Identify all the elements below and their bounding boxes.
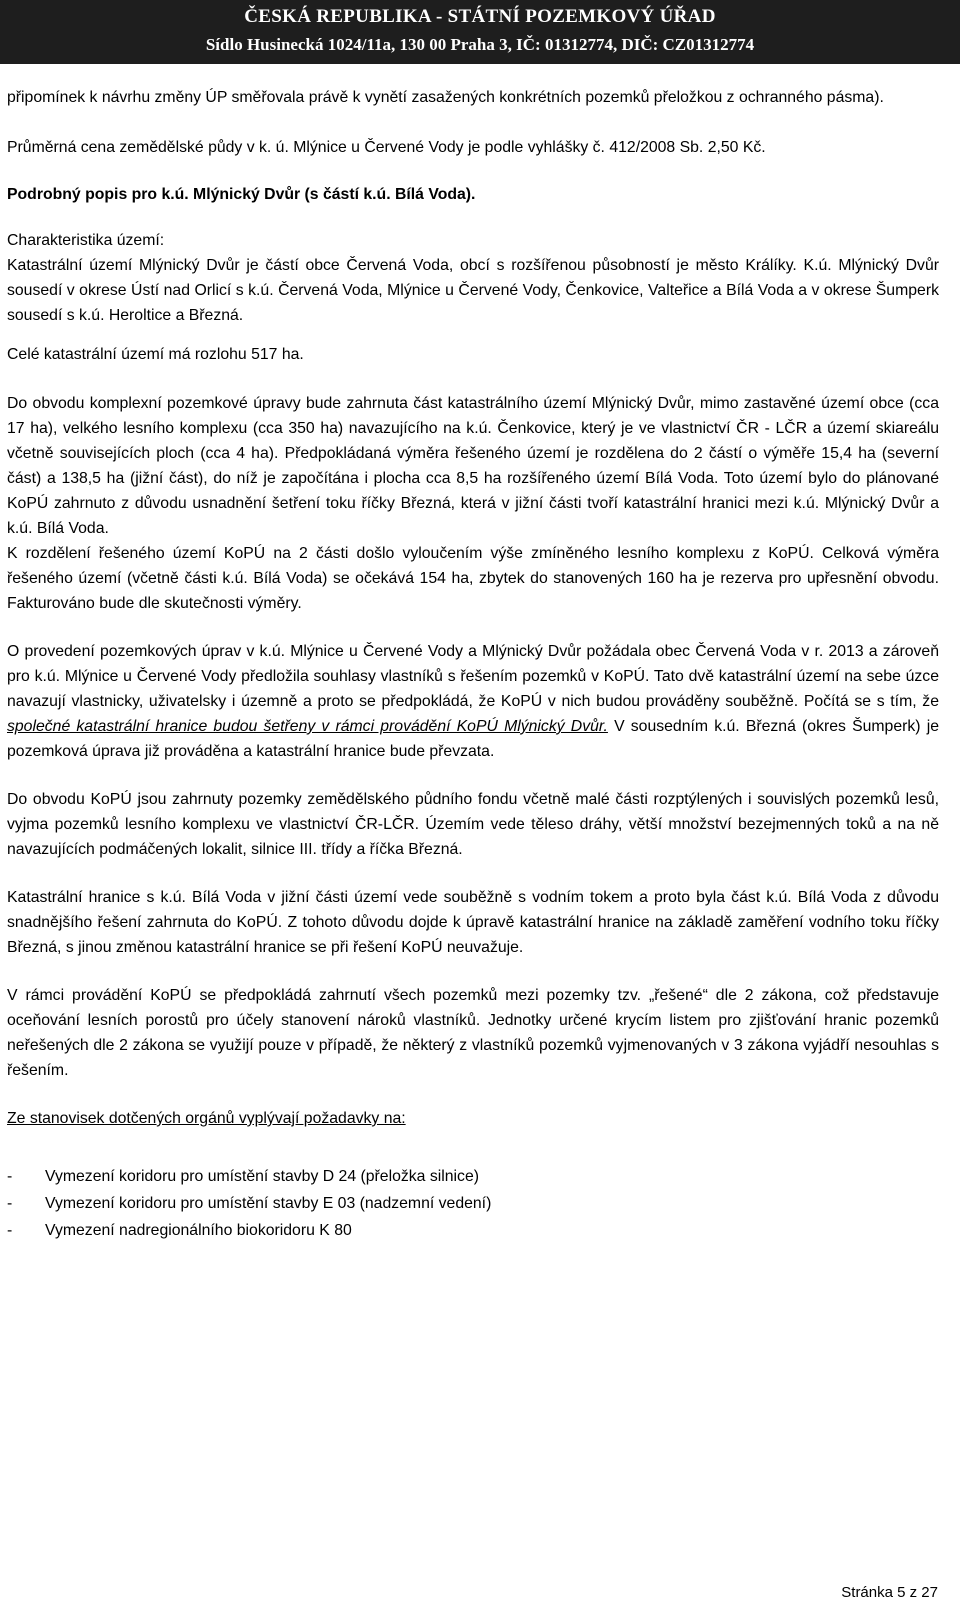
paragraph-hranice: Katastrální hranice s k.ú. Bílá Voda v jižní části území vede souběžně s vodním tokem a proto byla část k.ú. Bílá Voda z důvodu snadnějšího řešení zahrnuta do KoPÚ. Z tohoto důvodu dojde k úpravě katastrální hranice na základě zaměření vodního toku říčky Březná, s jinou změnou katastrální hranice se při řešení KoPÚ neuvažuje. bbox=[7, 889, 939, 956]
paragraph-rozdeleni: K rozdělení řešeného území KoPÚ na 2 části došlo vyloučením výše zmíněného lesního komplexu z KoPÚ. Celková výměra řešeného území (včetně části k.ú. Bílá Voda) se očekává 154 ha, zbytek do stanovených 160 ha je rezerva pro upřesnění obvodu. Fakturováno bude dle skutečnosti výměry. bbox=[7, 545, 939, 612]
paragraph-provedeni bbox=[7, 639, 939, 764]
paragraph-obvod: Do obvodu komplexní pozemkové úpravy bude zahrnuta část katastrálního území Mlýnický Dvůr, mimo zastavěné území obce (cca 17 ha), velkého lesního komplexu (cca 350 ha) navazujícího na k.ú. Čenkovice, který je ve vlastnictví ČR - LČR a území skiareálu včetně souvisejících ploch (cca 4 ha). Předpokládaná výměra řešeného území je rozdělena do 2 částí o výměře 15,4 ha (severní část) a 138,5 ha (jižní část), do níž je započítána i plocha cca 8,5 ha rozšířeného území Bílá Voda. Toto území bylo do plánované KoPÚ zahrnuto z důvodu usnadnění šetření toku říčky Březná, která v jižní části tvoří katastrální hranici mezi k.ú. Mlýnický Dvůr a k.ú. Bílá Voda. bbox=[7, 395, 939, 537]
list-item-text: Vymezení koridoru pro umístění stavby E 03 (nadzemní vedení) bbox=[45, 1195, 492, 1212]
characteristic-text: Katastrální území Mlýnický Dvůr je částí obce Červená Voda, obcí s rozšířenou působností je město Králíky. K.ú. Mlýnický Dvůr sousedí v okrese Ústí nad Orlicí s k.ú. Červená Voda, Mlýnice u Červené Vody, Čenkovice, Valteřice a Bílá Voda a v okrese Šumperk sousedí s k.ú. Heroltice a Březná. bbox=[7, 257, 939, 324]
requirements-heading: Ze stanovisek dotčených orgánů vyplývají požadavky na: bbox=[7, 1110, 406, 1127]
characteristic-title: Charakteristika území: bbox=[7, 232, 165, 249]
list-item-text: Vymezení nadregionálního biokoridoru K 80 bbox=[45, 1222, 352, 1239]
list-marker: - bbox=[7, 1195, 13, 1212]
list-item bbox=[7, 1163, 939, 1190]
paragraph-ramci: V rámci provádění KoPÚ se předpokládá zahrnutí všech pozemků mezi pozemky tzv. „řešené“ dle 2 zákona, což představuje oceňování lesních porostů pro účely stanovení nároků vlastníků. Jednotky určené krycím listem pro zjišťování hranic pozemků neřešených dle 2 zákona se využijí pouze v případě, že některý z vlastníků pozemků vyjmenovaných v 3 zákona vyjádří nesouhlas s řešením. bbox=[7, 987, 939, 1079]
section-heading: Podrobný popis pro k.ú. Mlýnický Dvůr (s částí k.ú. Bílá Voda). bbox=[7, 186, 476, 203]
list-marker: - bbox=[7, 1222, 13, 1239]
paragraph-continuation: připomínek k návrhu změny ÚP směřovala právě k vynětí zasažených konkrétních pozemků přeložkou z ochranného pásma). bbox=[7, 89, 884, 106]
list-item bbox=[7, 1190, 939, 1217]
paragraph-provedeni-part1: O provedení pozemkových úprav v k.ú. Mlýnice u Červené Vody a Mlýnický Dvůr požádala obec Červená Voda v r. 2013 a zároveň pro k.ú. Mlýnice u Červené Vody předložila souhlasy vlastníků s řešením pozemků v KoPÚ. Tato dvě katastrální území na sebe úzce navazují vlastnicky, uživatelsky i územně a proto se předpokládá, že KoPÚ v nich budou prováděny souběžně. Počítá se s tím, že bbox=[7, 643, 939, 710]
letterhead bbox=[0, 0, 960, 64]
page-number: Stránka 5 z 27 bbox=[841, 1584, 938, 1601]
paragraph-provedeni-part2: V sousedním k.ú. Březná (okres Šumperk) je pozemková úprava již prováděna a katastrální hranice bude převzata. bbox=[7, 718, 939, 760]
document-body bbox=[7, 85, 939, 1244]
paragraph-price: Průměrná cena zemědělské půdy v k. ú. Mlýnice u Červené Vody je podle vyhlášky č. 412/2008 Sb. 2,50 Kč. bbox=[7, 139, 766, 156]
list-marker: - bbox=[7, 1168, 13, 1185]
list-item bbox=[7, 1217, 939, 1244]
requirements-list bbox=[7, 1163, 939, 1244]
area-statement: Celé katastrální území má rozlohu 517 ha. bbox=[7, 346, 304, 363]
list-item-text: Vymezení koridoru pro umístění stavby D 24 (přeložka silnice) bbox=[45, 1168, 480, 1185]
letterhead-title: ČESKÁ REPUBLIKA - STÁTNÍ POZEMKOVÝ ÚŘAD bbox=[244, 6, 716, 27]
paragraph-pozemky: Do obvodu KoPÚ jsou zahrnuty pozemky zemědělského půdního fondu včetně malé části rozptýlených i souvislých pozemků lesů, vyjma pozemků lesního komplexu ve vlastnictví ČR-LČR. Územím vede těleso dráhy, větší množství bezejmenných toků a na ně navazujících podmáčených lokalit, silnice III. třídy a říčka Březná. bbox=[7, 791, 939, 858]
paragraph-provedeni-underlined: společné katastrální hranice budou šetřeny v rámci provádění KoPÚ Mlýnický Dvůr. bbox=[7, 718, 608, 735]
letterhead-address: Sídlo Husinecká 1024/11a, 130 00 Praha 3, IČ: 01312774, DIČ: CZ01312774 bbox=[205, 35, 755, 54]
